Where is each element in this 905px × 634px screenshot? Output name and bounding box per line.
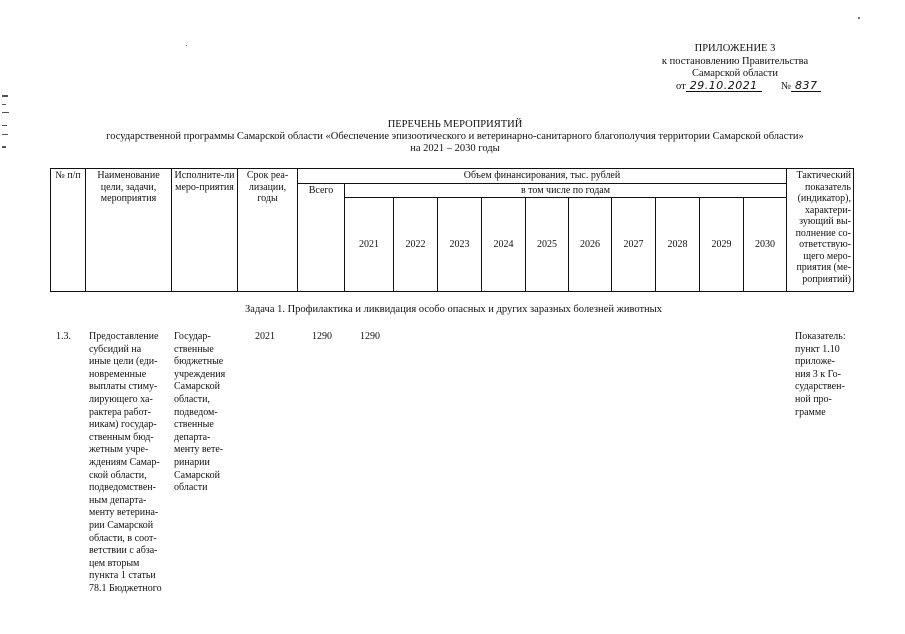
row-indicator-line: грамме — [795, 406, 826, 418]
col-header-funding: Объем финансирования, тыс. рублей — [298, 169, 787, 184]
row-indicator-line: Показатель: — [795, 331, 846, 342]
col-header-year: 2021 — [345, 198, 394, 292]
row-name-line: ным департа- — [89, 494, 147, 506]
appendix-ref: к постановлению Правительства — [661, 55, 809, 67]
row-name-line: ждениям Самар- — [89, 456, 160, 468]
col-header-period: Срок реа-лизации, годы — [238, 169, 298, 292]
row-name — [89, 331, 175, 595]
row-name-line: пункта 1 статьи — [89, 570, 156, 582]
row-executors-line: подведом- — [174, 406, 218, 418]
row-executors-line: учреждения — [174, 368, 226, 380]
row-executors-line: менту вете- — [174, 444, 224, 456]
date-prefix: от — [676, 81, 686, 92]
row-executors-line: Самарской — [174, 469, 220, 481]
col-header-year: 2024 — [482, 198, 526, 292]
date-value: 29.10.2021 — [686, 80, 762, 92]
col-header-total: Всего — [298, 183, 345, 292]
row-name-line: Предоставление — [89, 331, 159, 342]
col-header-year: 2030 — [744, 198, 787, 292]
row-executors-line: бюджетные — [174, 356, 224, 368]
row-total: 1290 — [312, 331, 332, 342]
row-executors-line: Самарской — [174, 381, 220, 393]
row-indicator-line: приложе- — [795, 356, 835, 368]
row-executors-line: ственные — [174, 343, 214, 355]
scan-speck — [858, 17, 860, 19]
row-name-line: ственным бюд- — [89, 431, 154, 443]
col-header-year: 2029 — [700, 198, 744, 292]
row-indicator-line: пункт 1.10 — [795, 343, 840, 355]
col-header-year: 2026 — [569, 198, 612, 292]
col-header-indicator: Тактический показатель (индикатор), характери-зующий вы-полнение со-ответствую-щего меро-приятия (ме-роприятий) — [787, 169, 854, 292]
scan-speck — [186, 45, 187, 46]
scan-artifact — [2, 95, 8, 97]
row-name-line: субсидий на — [89, 343, 142, 355]
row-name-line: подведомствен- — [89, 482, 156, 494]
appendix-date-number — [676, 80, 821, 92]
row-executors-line: области, — [174, 393, 210, 405]
col-header-year: 2027 — [612, 198, 656, 292]
row-name-line: лирующего ха- — [89, 393, 153, 405]
document-subtitle: государственной программы Самарской области «Обеспечение эпизоотического и ветеринарно-санитарного благополучия территории Самарской области» — [106, 131, 804, 142]
col-header-by-year: в том числе по годам — [345, 183, 787, 198]
row-name-line: рии Самарской — [89, 519, 154, 531]
col-header-year: 2025 — [526, 198, 569, 292]
row-name-line: выплаты стиму- — [89, 381, 158, 393]
row-name-line: рактера работ- — [89, 406, 152, 418]
document-title: ПЕРЕЧЕНЬ МЕРОПРИЯТИЙ — [387, 119, 523, 130]
row-name-line: жетным учре- — [89, 444, 149, 456]
task-heading: Задача 1. Профилактика и ликвидация особо опасных и других заразных болезней животных — [245, 304, 662, 315]
row-executors-line: Государ- — [174, 331, 211, 342]
number-prefix: № — [780, 81, 791, 92]
appendix-block — [640, 43, 830, 81]
scan-artifact — [2, 134, 8, 135]
col-header-year: 2023 — [438, 198, 482, 292]
row-number: 1.3. — [56, 331, 71, 342]
scan-artifact — [2, 104, 6, 105]
row-executors-line: ственные — [174, 419, 214, 431]
scan-artifact — [2, 146, 6, 148]
scan-artifact — [2, 125, 7, 126]
row-executors — [174, 331, 240, 495]
row-name-line: области, в соот- — [89, 532, 157, 544]
row-indicator-line: сударствен- — [795, 381, 845, 393]
appendix-title: ПРИЛОЖЕНИЕ 3 — [694, 43, 776, 54]
col-header-number: № п/п — [51, 169, 86, 292]
row-period: 2021 — [255, 331, 275, 342]
row-indicator — [795, 331, 861, 419]
col-header-year: 2028 — [656, 198, 700, 292]
row-name-line: иные цели (еди- — [89, 356, 158, 368]
row-executors-line: ринарии — [174, 456, 210, 468]
row-executors-line: департа- — [174, 431, 211, 443]
row-name-line: никам) государ- — [89, 419, 157, 431]
row-year-2021: 1290 — [360, 331, 380, 342]
appendix-region: Самарской области — [692, 68, 778, 79]
row-name-line: ветствии с абза- — [89, 545, 158, 557]
scan-artifact — [2, 112, 9, 113]
col-header-name: Наименование цели, задачи, мероприятия — [86, 169, 172, 292]
measures-table-header — [50, 168, 854, 292]
row-indicator-line: ной про- — [795, 393, 832, 405]
row-name-line: новременные — [89, 368, 147, 380]
row-name-line: менту ветерина- — [89, 507, 159, 519]
row-name-line: 78.1 Бюджетного — [89, 582, 162, 594]
col-header-year: 2022 — [394, 198, 438, 292]
document-period: на 2021 – 2030 годы — [410, 143, 500, 154]
number-value: 837 — [791, 80, 822, 92]
row-name-line: цем вторым — [89, 557, 140, 569]
col-header-executors: Исполните-ли меро-приятия — [172, 169, 238, 292]
row-executors-line: области — [174, 482, 208, 494]
row-name-line: ской области, — [89, 469, 147, 481]
row-indicator-line: ния 3 к Го- — [795, 368, 841, 380]
